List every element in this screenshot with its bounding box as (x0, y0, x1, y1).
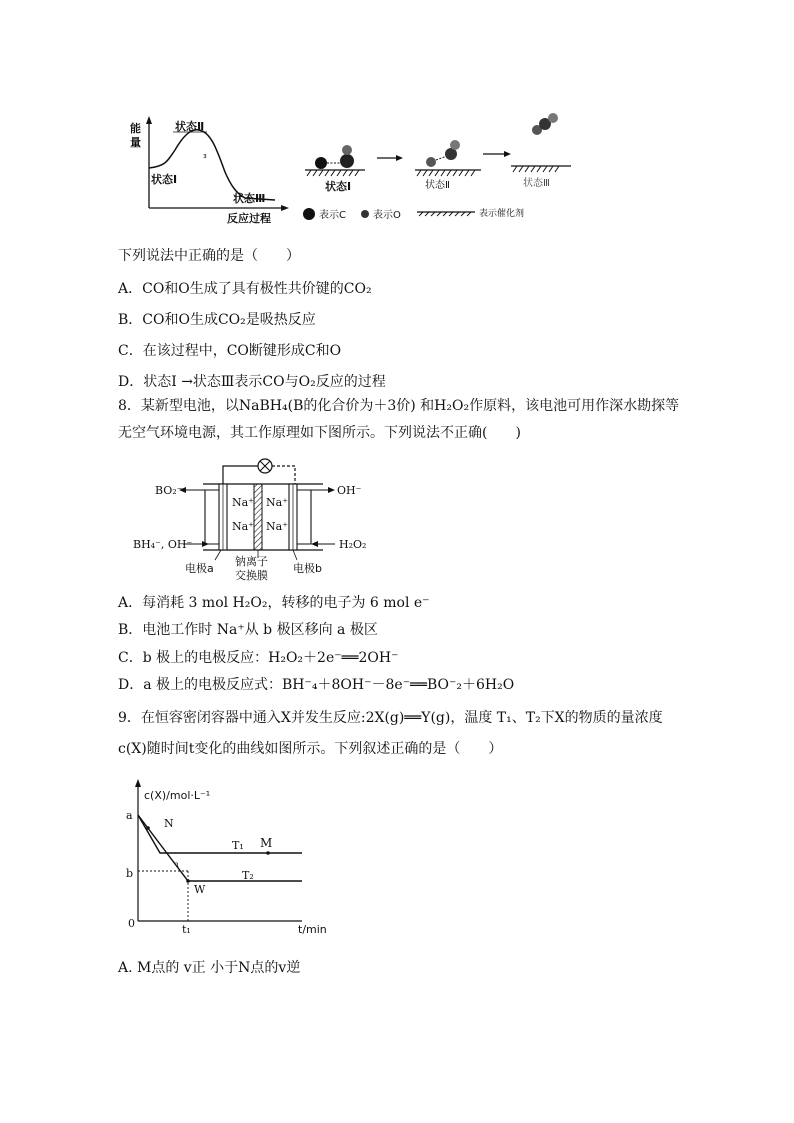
chart-y-label: c(X)/mol·L⁻¹ (144, 789, 211, 802)
mechanism-state2 (415, 140, 481, 191)
q8-stem-line1: 8．某新型电池，以NaBH₄(B的化合价为＋3价) 和H₂O₂作原料，该电池可用作深水勘探等 (118, 398, 680, 414)
energy-state3-label: 状态Ⅲ (233, 192, 266, 205)
energy-axis-label-1: 能 (130, 122, 141, 135)
na-ion-label: Na⁺ (232, 520, 254, 533)
mechanism-state3 (511, 113, 571, 189)
circuit-wire-right (272, 466, 295, 484)
left-flow-loop (205, 490, 219, 544)
circuit-wire-left (223, 466, 258, 484)
oh-out-label: OH⁻ (337, 484, 362, 497)
point-m (266, 851, 270, 855)
label-w: W (194, 883, 206, 896)
energy-state2-label: 状态Ⅱ (175, 120, 205, 133)
membrane-label-1: 钠离子 (235, 555, 268, 568)
ion-exchange-membrane (254, 484, 262, 550)
oxygen-atom (450, 140, 460, 150)
energy-curve (149, 130, 275, 200)
energy-mechanism-figure (125, 110, 565, 230)
series-t1-label: T₁ (232, 839, 244, 852)
concentration-chart (118, 775, 327, 940)
energy-x-arrow (281, 205, 289, 211)
chart-x-label: t/min (298, 923, 327, 936)
mechanism-state1 (305, 145, 365, 193)
tiny-mark: ɜ (203, 152, 207, 160)
chart-y-tick-0: 0 (128, 917, 135, 930)
mechanism-legend (303, 207, 524, 221)
q7-option-c: C．在该过程中，CO断键形成C和O (118, 343, 342, 359)
q7-option-a: A．CO和O生成了具有极性共价键的CO₂ (118, 281, 372, 297)
energy-y-arrow (146, 116, 152, 124)
q8-option-c: C．b 极上的电极反应：H₂O₂＋2e⁻══2OH⁻ (118, 650, 399, 666)
na-ion-label: Na⁺ (232, 496, 254, 509)
q9-option-a: A. M点的 v正 小于N点的v逆 (118, 960, 301, 976)
mechanism-state1-label: 状态Ⅰ (325, 180, 352, 193)
point-n (146, 826, 150, 830)
mechanism-state2-label: 状态Ⅱ (425, 180, 450, 191)
energy-state1-label: 状态Ⅰ (151, 173, 178, 186)
h2o2-label: H₂O₂ (339, 538, 367, 551)
carbon-atom (340, 154, 354, 168)
series-t2-label: T₂ (242, 869, 254, 882)
na-ion-label: Na⁺ (266, 520, 288, 533)
carbon-atom (315, 157, 327, 169)
oxygen-atom (548, 113, 558, 123)
electrode-a-label: 电极a (185, 562, 214, 575)
right-flow-loop (297, 490, 311, 544)
chart-y-tick-b: b (126, 867, 134, 880)
label-m: M (260, 836, 273, 850)
legend-catalyst-icon (419, 212, 471, 216)
bh4-oh-label: BH₄⁻, OH⁻ (133, 538, 193, 551)
q8-option-d: D．a 极上的电极反应式：BH⁻₄＋8OH⁻－8e⁻══BO⁻₂＋6H₂O (118, 677, 515, 693)
bo2-label: BO₂⁻ (155, 484, 183, 497)
q7-option-b: B．CO和O生成CO₂是吸热反应 (118, 312, 316, 328)
energy-axis-label-2: 量 (130, 136, 141, 149)
legend-oxygen-label: 表示O (373, 210, 401, 221)
energy-x-axis-label: 反应过程 (227, 212, 271, 225)
tiny-mark: ɿ (175, 860, 180, 869)
legend-catalyst-label: 表示催化剂 (479, 209, 525, 219)
q9-stem-line1: 9．在恒容密闭容器中通入X并发生反应:2X(g)══Y(g)，温度 T₁、T₂下X的物质的量浓度 (118, 710, 663, 726)
electrode-b-label: 电极b (293, 562, 322, 575)
chart-y-arrow (135, 779, 141, 787)
battery-figure (125, 452, 385, 582)
legend-carbon-icon (303, 208, 315, 220)
arrow-2-head (504, 151, 511, 157)
membrane-label-2: 交换膜 (235, 569, 268, 582)
q8-option-b: B．电池工作时 Na⁺从 b 极区移向 a 极区 (118, 622, 378, 638)
mechanism-state3-label: 状态Ⅲ (523, 178, 550, 189)
q9-stem-line2: c(X)随时间t变化的曲线如图所示。下列叙述正确的是（ ） (118, 741, 503, 757)
chart-y-tick-a: a (126, 809, 133, 822)
chart-x-tick-t1: t₁ (182, 923, 191, 936)
oxygen-atom (342, 145, 352, 155)
na-ion-label: Na⁺ (266, 496, 288, 509)
q8-stem-line2: 无空气环境电源，其工作原理如下图所示。下列说法不正确( ) (118, 425, 521, 441)
legend-carbon-label: 表示C (319, 210, 346, 221)
point-w (186, 879, 190, 883)
oxygen-atom (426, 157, 436, 167)
label-n: N (164, 817, 174, 830)
legend-oxygen-icon (361, 210, 369, 218)
arrow-1-head (396, 155, 403, 161)
q7-stem: 下列说法中正确的是（ ） (118, 248, 300, 264)
q8-option-a: A．每消耗 3 mol H₂O₂，转移的电子为 6 mol e⁻ (118, 595, 430, 611)
q7-option-d: D．状态Ⅰ →状态Ⅲ表示CO与O₂反应的过程 (118, 374, 386, 390)
